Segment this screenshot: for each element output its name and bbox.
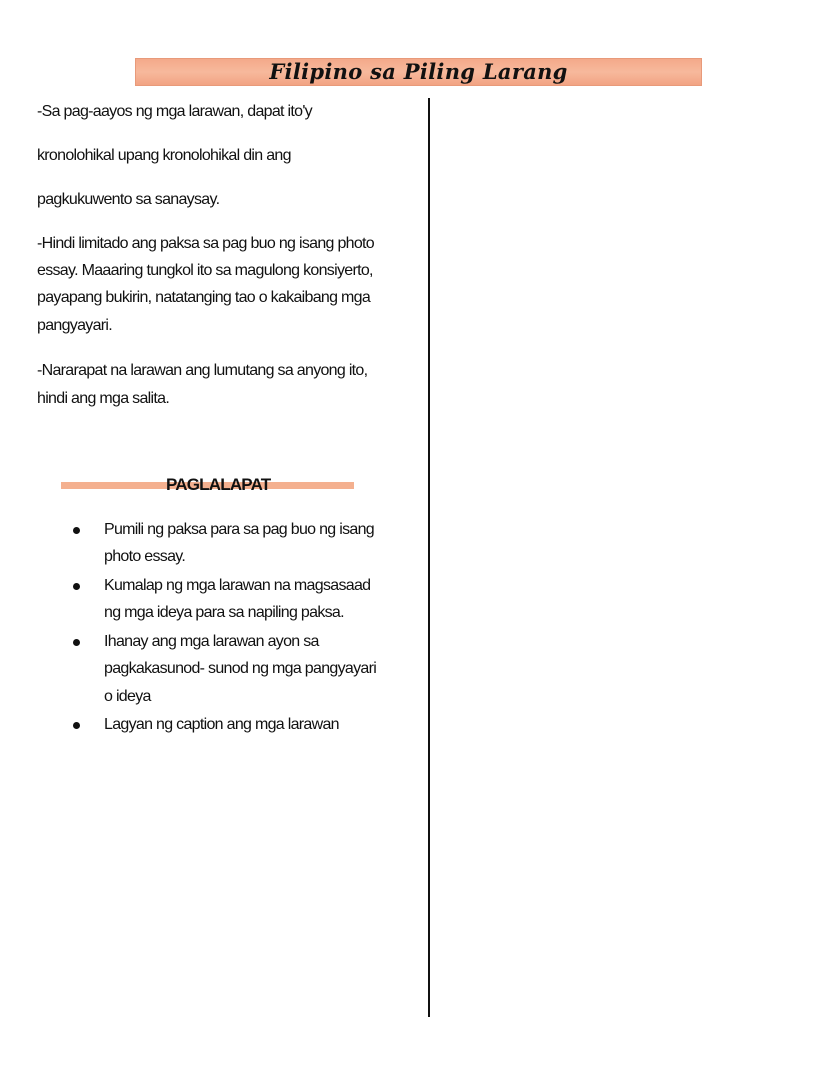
page-title: Filipino sa Piling Larang — [269, 59, 568, 84]
list-item: Kumalap ng mga larawan na magsasaad — [104, 577, 371, 594]
text-line: payapang bukirin, natatanging tao o kakaibang mga — [37, 289, 371, 306]
bullet-icon — [73, 527, 80, 534]
list-item-cont: o ideya — [104, 688, 151, 705]
list-item-cont: ng mga ideya para sa napiling paksa. — [104, 604, 344, 621]
title-banner — [135, 58, 702, 86]
section-heading: PAGLALAPAT — [166, 475, 271, 494]
text-line: kronolohikal upang kronolohikal din ang — [37, 147, 291, 164]
list-item: Lagyan ng caption ang mga larawan — [104, 716, 339, 733]
text-line: hindi ang mga salita. — [37, 390, 170, 407]
text-line: -Hindi limitado ang paksa sa pag buo ng isang photo — [37, 235, 374, 252]
text-line: pangyayari. — [37, 317, 113, 334]
column-divider — [428, 98, 430, 1017]
list-item: Pumili ng paksa para sa pag buo ng isang — [104, 521, 374, 538]
list-item-cont: pagkakasunod- sunod ng mga pangyayari — [104, 660, 377, 677]
bullet-icon — [73, 583, 80, 590]
text-line: pagkukuwento sa sanaysay. — [37, 191, 220, 208]
list-item: Ihanay ang mga larawan ayon sa — [104, 633, 319, 650]
text-line: -Nararapat na larawan ang lumutang sa anyong ito, — [37, 362, 368, 379]
text-line: essay. Maaaring tungkol ito sa magulong konsiyerto, — [37, 262, 373, 279]
bullet-icon — [73, 639, 80, 646]
list-item-cont: photo essay. — [104, 548, 186, 565]
bullet-icon — [73, 722, 80, 729]
text-line: -Sa pag-aayos ng mga larawan, dapat ito'y — [37, 103, 312, 120]
